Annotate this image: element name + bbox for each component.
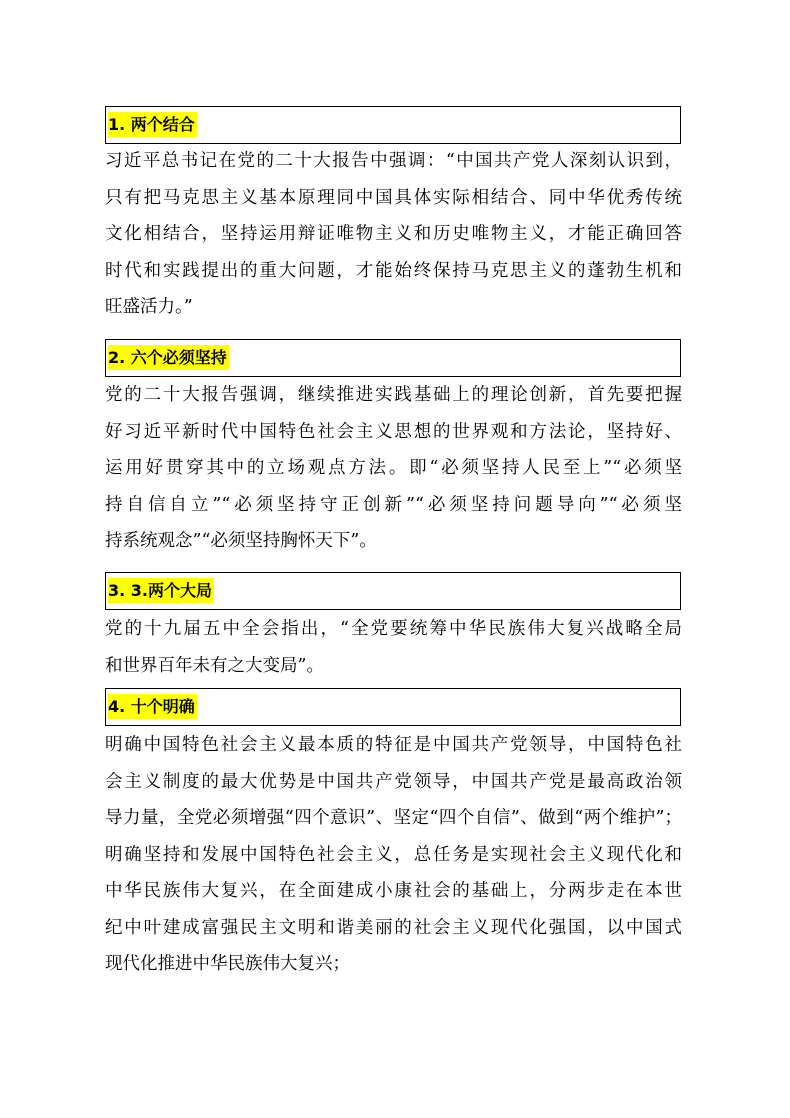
text-line: 只有把马克思主义基本原理同中国具体实际相结合、同中华优秀传统 [105, 187, 682, 208]
text-line: 和世界百年未有之大变局”。 [105, 655, 324, 676]
text-line: 持自信自立”“必须坚持守正创新”“必须坚持问题导向”“必须坚 [105, 494, 682, 515]
text-line: 会主义制度的最大优势是中国共产党领导，中国共产党是最高政治领 [105, 771, 682, 792]
text-line: 运用好贯穿其中的立场观点方法。即“必须坚持人民至上”“必须坚 [105, 458, 682, 478]
text-line: 导力量，全党必须增强“四个意识”、坚定“四个自信”、做到“两个维护”； [105, 808, 682, 828]
section-heading-2: 2. 六个必须坚持 [105, 339, 681, 377]
text-line: 持系统观念”“必须坚持胸怀天下”。 [105, 531, 377, 551]
section-heading-3: 3. 3.两个大局 [105, 572, 681, 610]
text-line: 党的二十大报告强调，继续推进实践基础上的理论创新，首先要把握 [105, 385, 682, 405]
section-body-3 [105, 611, 682, 684]
section-body-2 [105, 377, 682, 560]
text-line: 纪中叶建成富强民主文明和谐美丽的社会主义现代化强国，以中国式 [105, 917, 682, 938]
text-line: 中华民族伟大复兴，在全面建成小康社会的基础上，分两步走在本世 [105, 881, 682, 901]
text-line: 明确中国特色社会主义最本质的特征是中国共产党领导，中国特色社 [105, 735, 682, 755]
text-line: 好习近平新时代中国特色社会主义思想的世界观和方法论，坚持好、 [105, 421, 682, 442]
text-line: 习近平总书记在党的二十大报告中强调：“中国共产党人深刻认识到， [105, 151, 682, 171]
section-heading-4: 4. 十个明确 [105, 688, 681, 726]
text-line: 文化相结合，坚持运用辩证唯物主义和历史唯物主义，才能正确回答 [105, 224, 682, 244]
text-line: 时代和实践提出的重大问题，才能始终保持马克思主义的蓬勃生机和 [105, 260, 682, 281]
text-line: 党的十九届五中全会指出，“全党要统筹中华民族伟大复兴战略全局 [105, 619, 682, 639]
section-body-1 [105, 143, 682, 326]
text-line: 现代化推进中华民族伟大复兴； [105, 954, 350, 974]
text-line: 明确坚持和发展中国特色社会主义，总任务是实现社会主义现代化和 [105, 844, 682, 865]
section-body-4 [105, 727, 682, 983]
text-line: 旺盛活力。” [105, 297, 193, 317]
section-heading-1: 1. 两个结合 [105, 106, 681, 144]
